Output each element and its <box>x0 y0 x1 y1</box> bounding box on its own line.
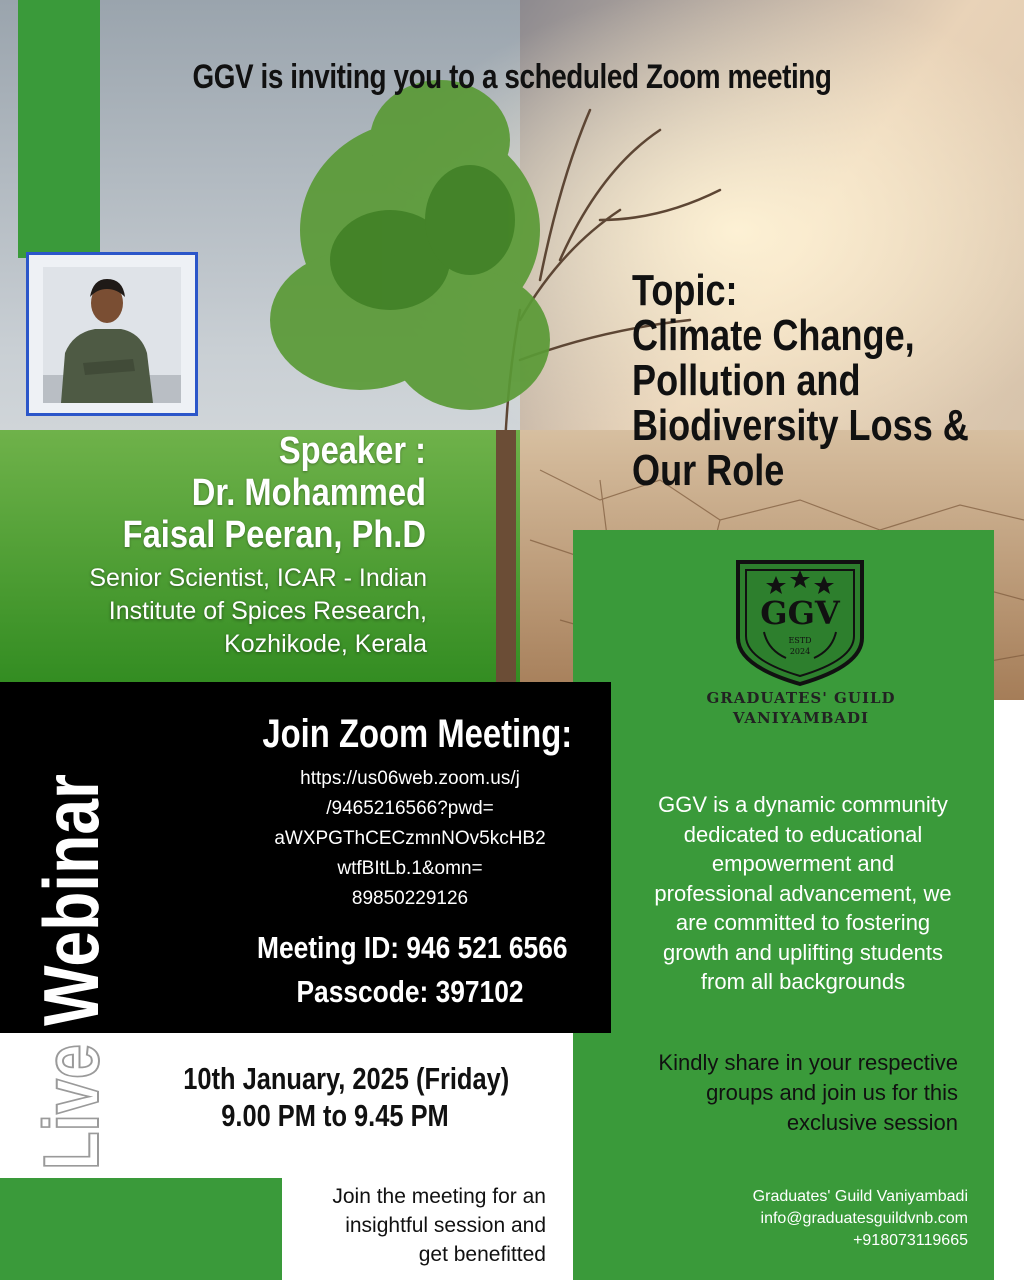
schedule-block <box>150 1060 520 1134</box>
topic-line: Biodiversity Loss & <box>632 401 969 450</box>
speaker-name: Faisal Peeran, Ph.D <box>122 514 427 556</box>
speaker-block <box>40 430 426 556</box>
zoom-link-line[interactable]: /9465216566?pwd= <box>326 798 494 819</box>
join-call-to-action <box>286 1182 546 1269</box>
org-name <box>686 688 916 728</box>
speaker-photo-frame <box>26 252 198 416</box>
decorative-green-block <box>0 1178 282 1280</box>
speaker-designation <box>20 562 427 661</box>
speaker-photo <box>43 267 181 403</box>
webinar-badge <box>18 770 108 1030</box>
contact-email[interactable]: info@graduatesguildvnb.com <box>760 1210 968 1227</box>
meeting-credentials <box>230 926 590 1014</box>
logo-year: 2024 <box>789 647 811 656</box>
zoom-link-line[interactable]: aWXPGThCECzmnNOv5kcHB2 <box>274 828 546 849</box>
cta-line: insightful session and <box>345 1214 546 1237</box>
invite-headline: GGV is inviting you to a scheduled Zoom meeting <box>192 58 832 96</box>
description-line: from all backgrounds <box>700 969 906 994</box>
speaker-role-line: Kozhikode, Kerala <box>224 630 427 658</box>
logo-letters: GGV <box>760 594 840 632</box>
description-line: empowerment and <box>711 851 895 876</box>
description-line: growth and uplifting students <box>662 939 944 965</box>
org-name-line: VANIYAMBADI <box>732 709 870 727</box>
cta-line: Join the meeting for an <box>332 1185 546 1208</box>
zoom-meeting-link[interactable] <box>242 764 578 914</box>
share-line: groups and join us for this <box>706 1080 958 1105</box>
share-line: exclusive session <box>786 1110 958 1135</box>
speaker-role-line: Institute of Spices Research, <box>108 597 427 625</box>
logo-estd: ESTD <box>788 636 812 645</box>
description-line: dedicated to educational <box>683 821 923 847</box>
live-badge <box>18 1036 108 1176</box>
share-line: Kindly share in your respective <box>658 1050 958 1075</box>
contact-org-name: Graduates' Guild Vaniyambadi <box>752 1188 968 1205</box>
zoom-link-line[interactable]: wtfBItLb.1&omn= <box>337 858 483 879</box>
speaker-role-line: Senior Scientist, ICAR - Indian <box>89 564 427 592</box>
zoom-link-line[interactable]: https://us06web.zoom.us/j <box>300 768 520 789</box>
speaker-label: Speaker : <box>278 430 426 472</box>
topic-line: Pollution and <box>632 356 861 405</box>
org-description <box>618 790 988 997</box>
share-request <box>600 1048 958 1138</box>
join-zoom-title: Join Zoom Meeting: <box>262 712 573 756</box>
topic-block <box>632 266 969 495</box>
description-line: professional advancement, we <box>654 880 952 906</box>
meeting-id: Meeting ID: 946 521 6566 <box>257 930 568 965</box>
contact-info <box>650 1186 968 1252</box>
speaker-name: Dr. Mohammed <box>191 472 426 514</box>
topic-label: Topic: <box>632 266 738 315</box>
cta-line: get benefitted <box>418 1243 546 1266</box>
topic-line: Our Role <box>632 446 785 495</box>
org-name-line: GRADUATES' GUILD <box>706 689 896 707</box>
live-text: Live <box>27 1036 108 1170</box>
decorative-green-bar <box>18 0 100 258</box>
description-line: are committed to fostering <box>675 910 931 935</box>
zoom-link-line[interactable]: 89850229126 <box>351 888 469 909</box>
event-date: 10th January, 2025 (Friday) <box>183 1061 510 1096</box>
webinar-text: Webinar <box>27 770 108 1026</box>
description-line: GGV is a dynamic community <box>658 792 948 817</box>
contact-phone[interactable]: +918073119665 <box>853 1232 968 1249</box>
topic-line: Climate Change, <box>632 311 915 360</box>
event-time: 9.00 PM to 9.45 PM <box>221 1098 449 1133</box>
meeting-passcode: Passcode: 397102 <box>296 974 524 1009</box>
